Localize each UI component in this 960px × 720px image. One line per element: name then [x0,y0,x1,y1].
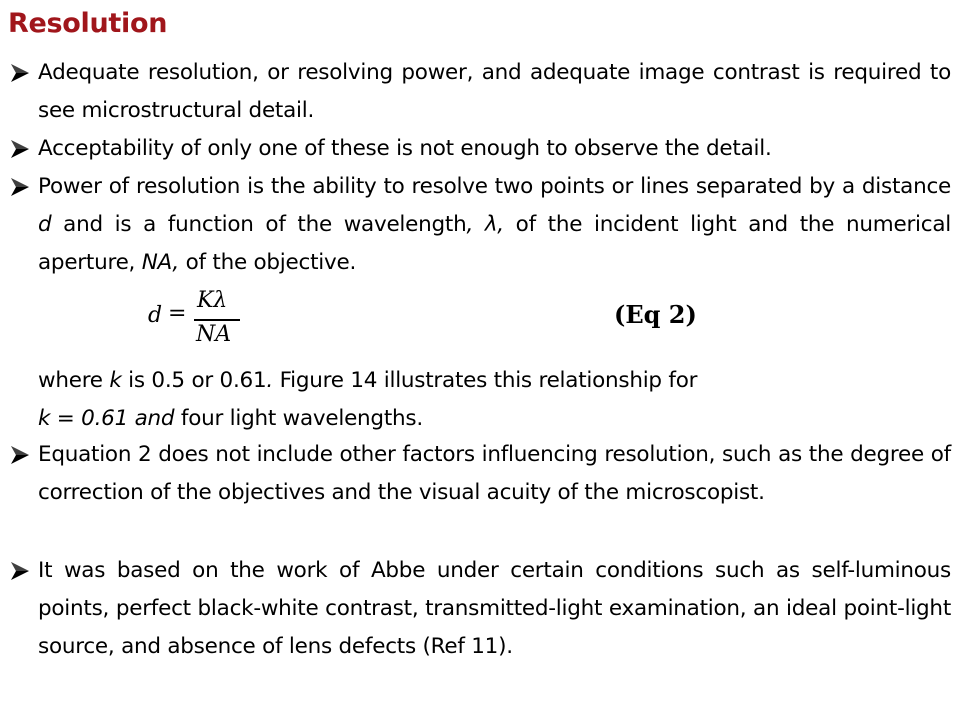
k-symbol: k [109,368,122,393]
bullet-item-2 [38,130,951,168]
distance-symbol: d [38,212,52,237]
bullet-text-3c: of the incident light and the numerical aperture, [38,212,951,275]
where-period: . [266,368,273,393]
fraction-bar [194,319,240,321]
where-text-a: where [38,368,110,393]
arrow-bullet-icon [10,177,30,197]
equation-equals: = [168,301,187,326]
arrow-bullet-icon [10,561,30,581]
slide-title: Resolution [8,8,168,39]
bullet-item-1 [38,54,951,130]
arrow-bullet-icon [10,63,30,83]
arrow-bullet-icon [10,139,30,159]
equation-lhs: d [148,303,163,328]
equation-label: (Eq 2) [614,300,697,329]
bullet-text-1: Adequate resolution, or resolving power, and adequate image contrast is required to see microstructural detail. [38,60,951,123]
bullet-text-2: Acceptability of only one of these is not enough to observe the detail. [38,136,772,161]
k-value: k = 0.61 and [38,406,175,431]
na-symbol: NA, [141,250,179,275]
where-text-d: four light wavelengths. [174,406,423,431]
equation-numerator: Kλ [197,288,228,313]
where-text-b: is 0.5 or 0.61 [121,368,267,393]
bullet-text-3d: of the objective. [179,250,357,275]
equation-denominator: NA [196,322,232,347]
resolution-equation [148,288,244,350]
where-text-c: Figure 14 illustrates this relationship for [273,368,698,393]
bullet-text-5: It was based on the work of Abbe under certain conditions such as self-luminous points, perfect black-white contrast, transmitted-light examination, an ideal point-light source, and absence of lens defects (Ref 11). [38,558,951,659]
bullet-item-3 [38,168,951,282]
bullet-text-3b: and is a function of the wavelength [51,212,467,237]
where-paragraph [38,362,951,438]
bullet-item-5 [38,552,951,666]
arrow-bullet-icon [10,445,30,465]
bullet-text-4: Equation 2 does not include other factors influencing resolution, such as the degree of correction of the objectives and the visual acuity of the microscopist. [38,442,951,505]
bullet-item-4 [38,436,951,512]
bullet-text-3a: Power of resolution is the ability to resolve two points or lines separated by a distance [38,174,951,199]
wavelength-symbol: , λ, [466,212,504,237]
